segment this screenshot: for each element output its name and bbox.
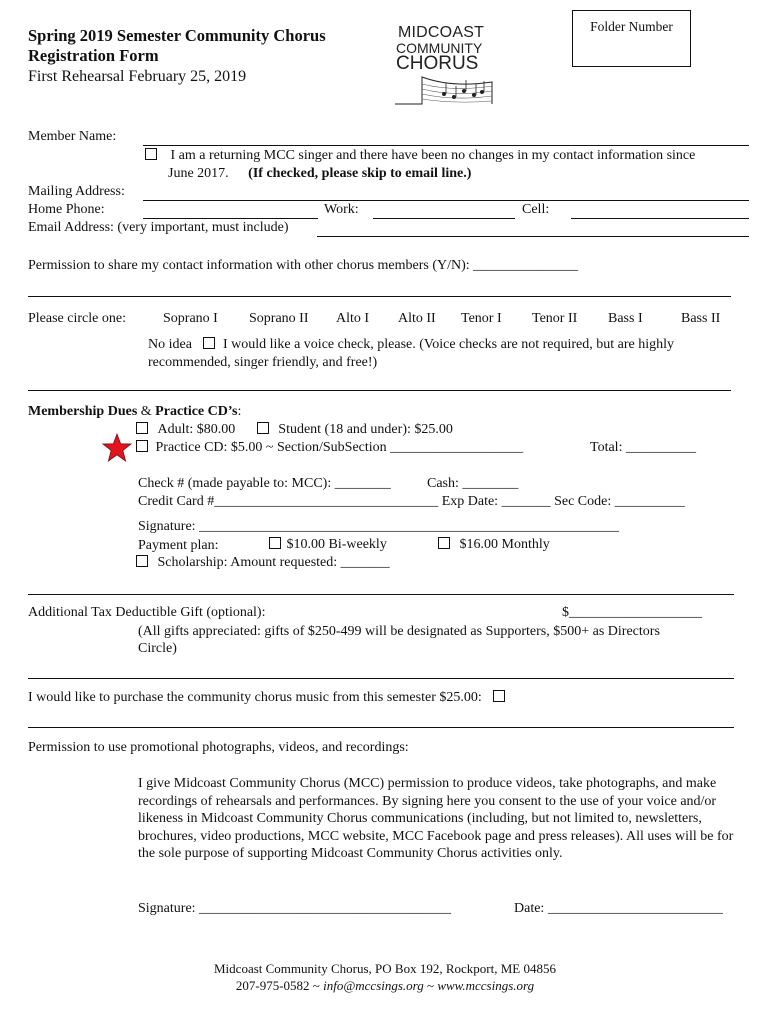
music-purchase-row	[28, 690, 505, 707]
dues-heading-colon: :	[237, 404, 242, 419]
footer-separator: ~	[423, 978, 438, 993]
dues-total-field[interactable]: Total: __________	[590, 440, 696, 455]
voice-check-row	[148, 337, 674, 354]
work-phone-label: Work:	[324, 202, 359, 217]
voice-part-tenor-1[interactable]: Tenor I	[461, 311, 502, 326]
music-purchase-checkbox[interactable]	[493, 690, 505, 702]
folder-number-label: Folder Number	[590, 19, 673, 34]
practice-cd-label[interactable]: Practice CD: $5.00 ~ Section/SubSection ___________________	[155, 440, 524, 455]
form-subtitle: First Rehearsal February 25, 2019	[28, 68, 247, 85]
footer-website-link[interactable]: www.mccsings.org	[437, 978, 535, 993]
adult-dues-row	[136, 422, 453, 439]
dues-heading-text: Membership Dues	[28, 404, 138, 419]
form-title-line2: Registration Form	[28, 46, 159, 65]
voice-part-alto-2[interactable]: Alto II	[398, 311, 436, 326]
voice-check-checkbox[interactable]	[203, 337, 215, 349]
member-name-label: Member Name:	[28, 129, 117, 144]
music-staff-icon	[392, 74, 502, 110]
section-divider	[28, 390, 731, 391]
returning-singer-text: I am a returning MCC singer and there have been no changes in my contact information since	[170, 148, 696, 163]
scholarship-row	[136, 555, 390, 572]
logo-text-chorus: CHORUS	[396, 53, 479, 74]
voice-part-tenor-2[interactable]: Tenor II	[532, 311, 578, 326]
footer-address: Midcoast Community Chorus, PO Box 192, Rockport, ME 04856	[214, 961, 556, 976]
cell-phone-label: Cell:	[522, 202, 550, 217]
dues-heading-amp: &	[137, 404, 156, 419]
voice-check-text-2: recommended, singer friendly, and free!)	[148, 355, 378, 370]
voice-part-soprano-1[interactable]: Soprano I	[163, 311, 218, 326]
work-phone-field[interactable]	[373, 218, 515, 219]
photo-permission-heading: Permission to use promotional photographs, videos, and recordings:	[28, 740, 409, 755]
returning-singer-row	[145, 148, 695, 165]
mailing-address-label: Mailing Address:	[28, 184, 125, 199]
biweekly-checkbox[interactable]	[269, 537, 281, 549]
logo-text-community: COMMUNITY	[396, 40, 483, 56]
scholarship-label[interactable]: Scholarship: Amount requested: _______	[157, 555, 390, 570]
voice-part-label: Please circle one:	[28, 311, 126, 326]
payment-plan-label: Payment plan:	[138, 538, 219, 553]
practice-cd-row	[136, 440, 523, 457]
dues-heading-cd: Practice CD’s	[155, 404, 238, 419]
monthly-checkbox[interactable]	[438, 537, 450, 549]
footer-phone: 207-975-0582 ~	[235, 978, 324, 993]
home-phone-label: Home Phone:	[28, 202, 105, 217]
adult-dues-label: Adult: $80.00	[157, 422, 236, 437]
monthly-label: $16.00 Monthly	[459, 537, 550, 552]
section-divider	[28, 678, 734, 679]
email-address-field[interactable]	[317, 236, 749, 237]
dues-heading	[28, 404, 241, 421]
gift-note-line1: (All gifts appreciated: gifts of $250-499 will be designated as Supporters, $500+ as Directors	[138, 624, 660, 639]
gift-note-line2: Circle)	[138, 641, 177, 656]
biweekly-label: $10.00 Bi-weekly	[286, 537, 387, 552]
returning-skip-note: (If checked, please skip to email line.)	[248, 166, 472, 181]
adult-dues-checkbox[interactable]	[136, 422, 148, 434]
footer-email-link[interactable]: info@mccsings.org	[323, 978, 424, 993]
practice-cd-checkbox[interactable]	[136, 440, 148, 452]
returning-singer-date: June 2017.	[168, 166, 229, 181]
biweekly-row	[269, 537, 387, 554]
chorus-logo	[392, 24, 502, 108]
home-phone-field[interactable]	[143, 218, 318, 219]
gift-amount-field[interactable]: $___________________	[562, 605, 702, 620]
footer-contact	[0, 978, 770, 994]
photo-date-field[interactable]: Date: _________________________	[514, 901, 723, 916]
student-dues-checkbox[interactable]	[257, 422, 269, 434]
cell-phone-field[interactable]	[571, 218, 749, 219]
voice-part-bass-1[interactable]: Bass I	[608, 311, 643, 326]
credit-card-field[interactable]: Credit Card #________________________________ Exp Date: _______ Sec Code: __________	[138, 494, 685, 509]
scholarship-checkbox[interactable]	[136, 555, 148, 567]
returning-singer-line2	[168, 166, 471, 183]
voice-part-alto-1[interactable]: Alto I	[336, 311, 370, 326]
photo-permission-body: I give Midcoast Community Chorus (MCC) permission to produce videos, take photographs, and make recordings of rehearsals and performances. By signing here you consent to the use of your voice and/or likeness in Midcoast Community Chorus communications (including, but not limited to, newsletters, brochures, video productions, MCC website, MCC Facebook page and press releases). All uses will be for the sole purpose of supporting Midcoast Community Chorus activities only.	[138, 776, 734, 861]
photo-signature-field[interactable]: Signature: ____________________________________	[138, 901, 452, 916]
dues-signature-field[interactable]: Signature: ____________________________________________________________	[138, 519, 620, 534]
logo-text-midcoast: MIDCOAST	[398, 24, 485, 41]
cash-field[interactable]: Cash: ________	[427, 476, 519, 491]
permission-share-text[interactable]: Permission to share my contact information with other chorus members (Y/N): _______________	[28, 258, 579, 273]
voice-part-bass-2[interactable]: Bass II	[681, 311, 721, 326]
section-divider	[28, 594, 734, 595]
music-purchase-label: I would like to purchase the community chorus music from this semester $25.00:	[28, 690, 482, 705]
gift-label: Additional Tax Deductible Gift (optional):	[28, 605, 266, 620]
mailing-address-field[interactable]	[143, 200, 749, 201]
section-divider	[28, 727, 734, 728]
no-idea-option[interactable]: No idea	[148, 337, 192, 352]
returning-singer-checkbox[interactable]	[145, 148, 157, 160]
monthly-row	[438, 537, 550, 554]
section-divider	[28, 296, 731, 297]
email-address-label: Email Address: (very important, must include)	[28, 220, 289, 235]
voice-part-soprano-2[interactable]: Soprano II	[249, 311, 309, 326]
check-number-field[interactable]: Check # (made payable to: MCC): ________	[138, 476, 391, 491]
voice-check-text: I would like a voice check, please. (Voice checks are not required, but are highly	[222, 337, 674, 352]
member-name-field[interactable]	[143, 145, 749, 146]
form-title-line1: Spring 2019 Semester Community Chorus	[28, 26, 326, 45]
student-dues-label: Student (18 and under): $25.00	[278, 422, 453, 437]
star-icon	[102, 433, 132, 463]
folder-number-box[interactable]	[572, 10, 691, 67]
